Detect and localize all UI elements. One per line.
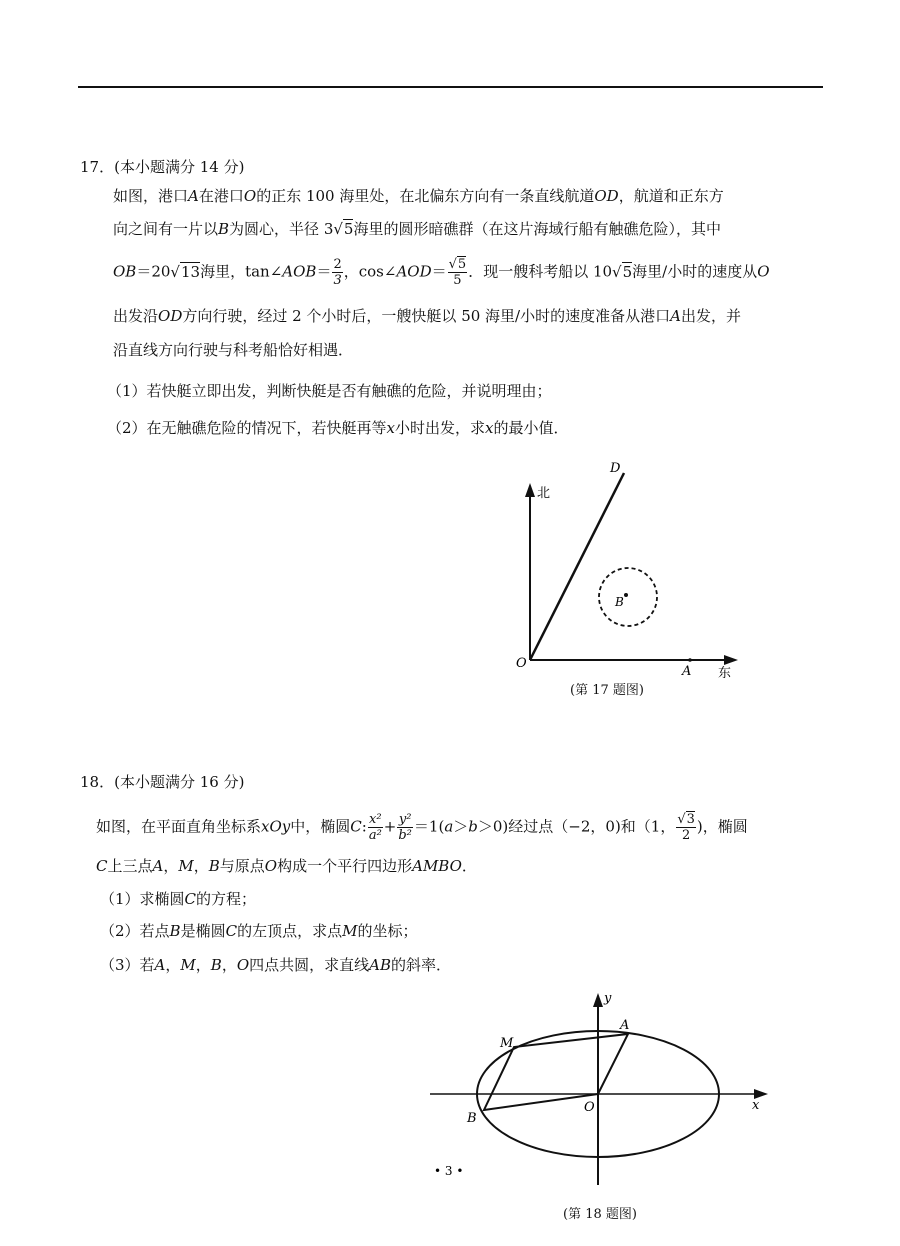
header-rule bbox=[78, 86, 823, 88]
y-arrow bbox=[593, 993, 603, 1007]
q17-number: 17． bbox=[80, 158, 115, 176]
q18-part-1: （1）求椭圆C的方程； bbox=[100, 890, 257, 908]
route-od bbox=[530, 473, 624, 660]
q17-caption: (第 17 题图) bbox=[570, 683, 644, 698]
q17-figure bbox=[500, 455, 760, 685]
q18-number: 18． bbox=[80, 773, 115, 791]
q18-heading bbox=[80, 772, 244, 792]
label-east: 东 bbox=[718, 666, 732, 681]
cos-fraction: $\frac{√5}{5}$ bbox=[448, 257, 467, 288]
label-o: O bbox=[584, 1100, 595, 1115]
y2-over-b2: $\frac{\text{y²}}{\text{b²}}$ bbox=[398, 812, 412, 843]
q18-part-3: （3）若A，M，B，O四点共圆，求直线AB的斜率． bbox=[100, 956, 452, 974]
q18-part-2: （2）若点B是椭圆C的左顶点，求点M的坐标； bbox=[100, 922, 418, 940]
label-d: D bbox=[610, 461, 621, 476]
sqrt3-over-2: $\frac{√3}{2}$ bbox=[677, 812, 695, 843]
q17-line-2: 向之间有一片以B为圆心，半径 3√5海里的圆形暗礁群（在这片海域行船有触礁危险），其中 bbox=[113, 220, 721, 238]
q18-caption: (第 18 题图) bbox=[563, 1207, 637, 1222]
point-a bbox=[688, 658, 692, 662]
label-y: y bbox=[604, 991, 612, 1006]
label-m: M bbox=[500, 1036, 514, 1051]
q17-line-1: 如图，港口A在港口O的正东 100 海里处，在北偏东方向有一条直线航道OD，航道和正东方 bbox=[113, 187, 724, 205]
q18-line-1: 如图，在平面直角坐标系xOy中，椭圆C: $\frac{\text{x²}}{\text{a²}}$ + $\frac{\text{y²}}{\text{b²}}$ ＝1(a＞b＞0)经过点（−2，0)和（1， $\frac{√3}{2}$ )，椭圆 bbox=[96, 812, 748, 843]
point-b bbox=[624, 593, 628, 597]
north-arrow bbox=[525, 483, 535, 497]
east-arrow bbox=[724, 655, 738, 665]
q17-part-1: （1）若快艇立即出发，判断快艇是否有触礁的危险，并说明理由； bbox=[107, 382, 552, 400]
q18-line-2: C上三点A，M，B与原点O构成一个平行四边形AMBO． bbox=[96, 857, 477, 875]
sqrt-5b: √5 bbox=[612, 262, 633, 281]
label-north: 北 bbox=[537, 486, 551, 501]
q18-score: (本小题满分 16 分) bbox=[114, 773, 245, 791]
label-b: B bbox=[615, 595, 624, 609]
reef-circle bbox=[599, 568, 657, 626]
tan-fraction: $\frac{2}{3}$ bbox=[333, 257, 342, 288]
q17-line-3: OB＝20√13海里，tan∠AOB＝ $\frac{2}{3}$ ，cos∠AOD＝ $\frac{√5}{5}$ ．现一艘科考船以 10√5海里/小时的速度从O bbox=[113, 257, 770, 288]
q17-line-5: 沿直线方向行驶与科考船恰好相遇． bbox=[113, 341, 354, 359]
label-x: x bbox=[752, 1098, 760, 1113]
q17-part-2: （2）在无触礁危险的情况下，若快艇再等x小时出发，求x的最小值． bbox=[107, 419, 569, 437]
page-number: • 3 • bbox=[434, 1164, 464, 1178]
label-b: B bbox=[467, 1111, 477, 1126]
q17-score: (本小题满分 14 分) bbox=[114, 158, 245, 176]
q18-figure bbox=[420, 985, 780, 1190]
x2-over-a2: $\frac{\text{x²}}{\text{a²}}$ bbox=[368, 812, 382, 843]
label-a: A bbox=[620, 1018, 630, 1033]
q17-heading bbox=[80, 157, 244, 177]
sqrt-5: √5 bbox=[333, 220, 354, 238]
label-a: A bbox=[682, 664, 692, 679]
q17-line-4: 出发沿OD方向行驶，经过 2 个小时后，一艘快艇以 50 海里/小时的速度准备从港口A出发，并 bbox=[113, 307, 741, 325]
label-o: O bbox=[516, 656, 527, 671]
sqrt-13: √13 bbox=[170, 262, 201, 281]
